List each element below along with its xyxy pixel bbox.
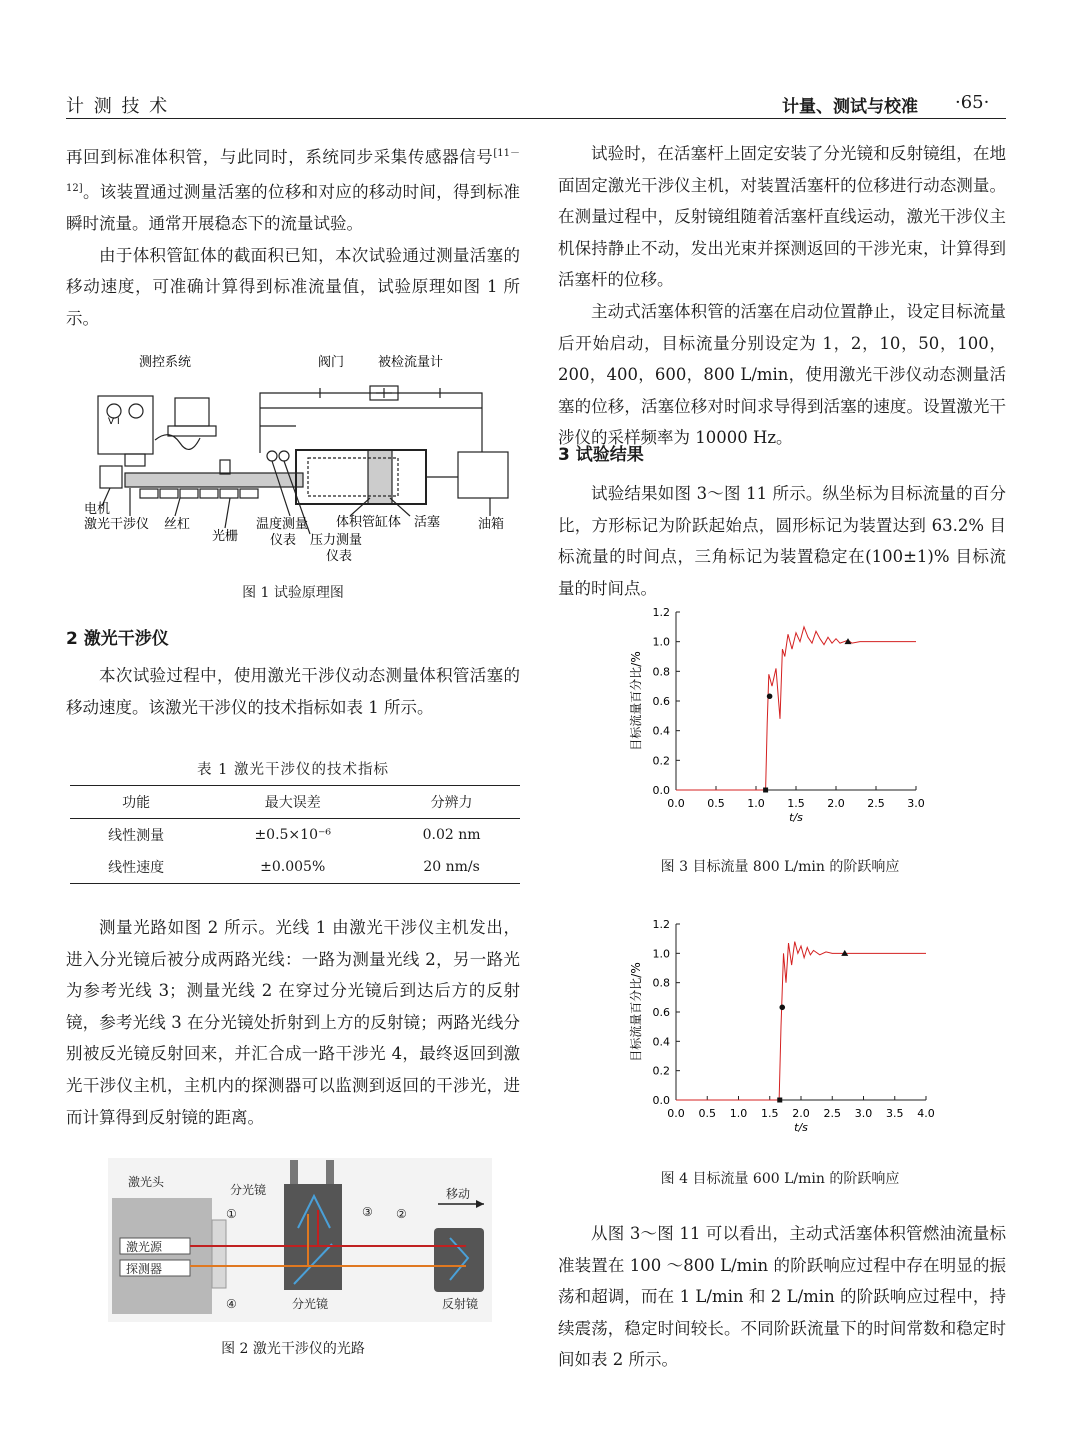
y-axis-label: 目标流量百分比/%: [629, 962, 643, 1062]
paragraph: 本次试验过程中，使用激光干涉仪动态测量体积管活塞的移动速度。该激光干涉仪的技术指标如表 1 所示。: [66, 666, 520, 717]
y-tick-label: 0.8: [652, 665, 670, 679]
left-column-2: [66, 660, 520, 723]
x-tick-label: 3.0: [907, 797, 925, 810]
table-cell: 0.02 nm: [422, 827, 481, 843]
y-tick-label: 1.2: [652, 606, 670, 619]
table-cell: 线性测量: [108, 828, 165, 844]
step-start-marker: [777, 1098, 782, 1103]
x-tick-label: 2.5: [867, 797, 885, 810]
x-tick-label: 1.0: [729, 1107, 748, 1120]
fig1-label: 温度测量: [256, 517, 309, 532]
y-tick-label: 0.6: [652, 695, 670, 708]
y-tick-label: 0.4: [652, 724, 670, 738]
figure-1-diagram: [80, 348, 520, 568]
right-column-2: [558, 478, 1006, 604]
page-number: ·65·: [955, 92, 990, 113]
table-row: [70, 819, 520, 852]
x-tick-label: 2.0: [792, 1107, 810, 1120]
fig2-label: 分光镜: [292, 1297, 329, 1311]
paragraph: 测量光路如图 2 所示。光线 1 由激光干涉仪主机发出，进入分光镜后被分成两路光线：一路为测量光线 2，另一路光为参考光线 3；测量光线 2 在穿过分光镜后到达后方的反射镜，参考光线 3 在分光镜处折射到上方的反射镜；两路光线分别被反光镜反射回来，并汇合成一路干涉光 4，最终返回到激光干涉仪主机，主机内的探测器可以监测到返回的干涉光，进而计算得到反射镜的距离。: [66, 918, 520, 1127]
y-tick-label: 1.2: [652, 918, 670, 931]
figure-1-caption: 图 1 试验原理图: [242, 585, 344, 601]
section-3-title: 3 试验结果: [558, 445, 644, 465]
running-header-title: 计量、测试与校准: [782, 97, 918, 117]
x-tick-label: 2.5: [823, 1107, 841, 1120]
table-1-caption: 表 1 激光干涉仪的技术指标: [197, 762, 389, 778]
x-tick-label: 0.5: [698, 1107, 716, 1120]
x-tick-label: 4.0: [917, 1107, 935, 1120]
table-cell: 20 nm/s: [423, 859, 480, 875]
header-rule: [66, 118, 1006, 119]
y-tick-label: 0.8: [652, 976, 670, 990]
fig1-label: 丝杠: [164, 517, 191, 532]
figure-3-caption: 图 3 目标流量 800 L/min 的阶跃响应: [660, 859, 900, 875]
x-tick-label: 0.0: [667, 797, 685, 810]
fig2-label: 反射镜: [442, 1297, 479, 1311]
x-tick-label: 1.0: [747, 797, 765, 810]
running-header-left: 计 测 技 术: [66, 96, 170, 117]
fig2-label: 探测器: [126, 1262, 163, 1276]
paragraph: 试验结果如图 3～图 11 所示。纵坐标为目标流量的百分比，方形标记为阶跃起始点，圆形标记为装置达到 63.2% 目标流量的时间点，三角标记为装置稳定在(100±1)% 目标流量的时间点。: [558, 484, 1006, 598]
fig1-label: V I: [108, 417, 120, 427]
paragraph: 主动式活塞体积管的活塞在启动位置静止，设定目标流量后开始启动，目标流量分别设定为 1，2，10，50，100，200，400，600，800 L/min，使用激光干涉仪动态测量活塞的位移，活塞位移对时间求导得到活塞的速度。设置激光干涉仪的采样频率为 10000 Hz。: [558, 301, 1006, 448]
y-tick-label: 0.6: [652, 1006, 670, 1019]
x-tick-label: 1.5: [761, 1107, 779, 1120]
t632-marker: [779, 1005, 785, 1011]
paragraph: 试验时，在活塞杆上固定安装了分光镜和反射镜组，在地面固定激光干涉仪主机，对装置活塞杆的位移进行动态测量。在测量过程中，反射镜组随着活塞杆直线运动，激光干涉仪主机保持静止不动，发出光束并探测返回的干涉光束，计算得到活塞杆的位移。: [558, 144, 1006, 290]
fig2-label: ④: [226, 1297, 237, 1311]
y-tick-label: 1.0: [652, 947, 670, 961]
x-axis-label: t/s: [794, 1121, 808, 1134]
fig2-label: 分光镜: [230, 1183, 267, 1197]
t632-marker: [767, 693, 773, 699]
table-cell: ±0.005%: [260, 859, 326, 875]
series-line: [676, 942, 926, 1100]
x-axis-label: t/s: [789, 811, 803, 824]
table-header: 功能: [122, 795, 151, 811]
figure-4-caption: 图 4 目标流量 600 L/min 的阶跃响应: [660, 1171, 900, 1187]
fig1-label: 被检流量计: [378, 355, 444, 370]
right-column-3: [558, 1218, 1006, 1376]
left-column-3: [66, 912, 520, 1133]
right-column: [558, 138, 1006, 454]
x-tick-label: 0.5: [707, 797, 725, 810]
paragraph: 从图 3～图 11 可以看出，主动式活塞体积管燃油流量标准装置在 100 ～800 L/min 的阶跃响应过程中存在明显的振荡和超调，而在 1 L/min 和 2 L/min 的阶跃响应过程中，持续震荡，稳定时间较长。不同阶跃流量下的时间常数和稳定时间如表 2 所示。: [558, 1224, 1006, 1370]
section-2-title: 2 激光干涉仪: [66, 629, 169, 649]
y-axis-label: 目标流量百分比/%: [629, 651, 643, 751]
paragraph: 由于体积管缸体的截面积已知，本次试验通过测量活塞的移动速度，可准确计算得到标准流量值，试验原理如图 1 所示。: [66, 245, 520, 328]
table-cell: 线性速度: [108, 860, 165, 876]
fig1-label: 仪表: [270, 533, 297, 548]
fig1-label: 激光干涉仪: [84, 517, 150, 532]
table-header: 分辨力: [430, 795, 473, 811]
left-column: [66, 138, 520, 335]
table-header: 最大误差: [264, 795, 321, 811]
table-cell: ±0.5×10⁻⁶: [254, 827, 331, 843]
settle-marker: [841, 950, 848, 956]
fig1-label: 光栅: [212, 529, 239, 544]
citation: [11－12]: [66, 148, 520, 195]
fig1-label: 测控系统: [139, 355, 192, 370]
table-row: [70, 851, 520, 884]
figure-2-caption: 图 2 激光干涉仪的光路: [221, 1341, 365, 1357]
paragraph: 再回到标准体积管，与此同时，系统同步采集传感器信号[11－12]。该装置通过测量活塞的位移和对应的移动时间，得到标准瞬时流量。通常开展稳态下的流量试验。: [66, 147, 520, 234]
fig1-label: 体积管缸体: [336, 515, 402, 530]
fig2-label: 移动: [446, 1187, 471, 1201]
fig2-label: ③: [362, 1205, 373, 1219]
fig2-label: 激光源: [126, 1240, 163, 1254]
figure-4-chart: [620, 912, 950, 1162]
fig1-label: 电机: [84, 502, 111, 517]
fig1-label: 活塞: [414, 515, 441, 530]
x-tick-label: 0.0: [667, 1107, 685, 1120]
x-tick-label: 3.0: [854, 1107, 873, 1120]
x-tick-label: 3.5: [886, 1107, 904, 1120]
fig1-label: 阀门: [318, 355, 345, 370]
table-1: [70, 785, 520, 884]
y-tick-label: 0.0: [652, 784, 670, 797]
y-tick-label: 1.0: [652, 635, 670, 649]
fig2-label: ①: [226, 1207, 237, 1221]
figure-2-diagram: [108, 1158, 492, 1322]
x-tick-label: 1.5: [787, 797, 805, 810]
y-tick-label: 0.0: [652, 1094, 670, 1107]
x-tick-label: 2.0: [827, 797, 845, 810]
fig2-label: ②: [396, 1207, 407, 1221]
y-tick-label: 0.2: [652, 1064, 670, 1078]
y-tick-label: 0.4: [652, 1035, 670, 1049]
step-start-marker: [763, 788, 768, 793]
figure-3-chart: [620, 600, 940, 850]
y-tick-label: 0.2: [652, 754, 670, 768]
fig1-label: 仪表: [326, 549, 353, 564]
fig1-label: 油箱: [478, 517, 505, 532]
fig2-label: 激光头: [128, 1175, 165, 1189]
fig1-label: 压力测量: [310, 533, 363, 548]
series-line: [676, 627, 916, 790]
